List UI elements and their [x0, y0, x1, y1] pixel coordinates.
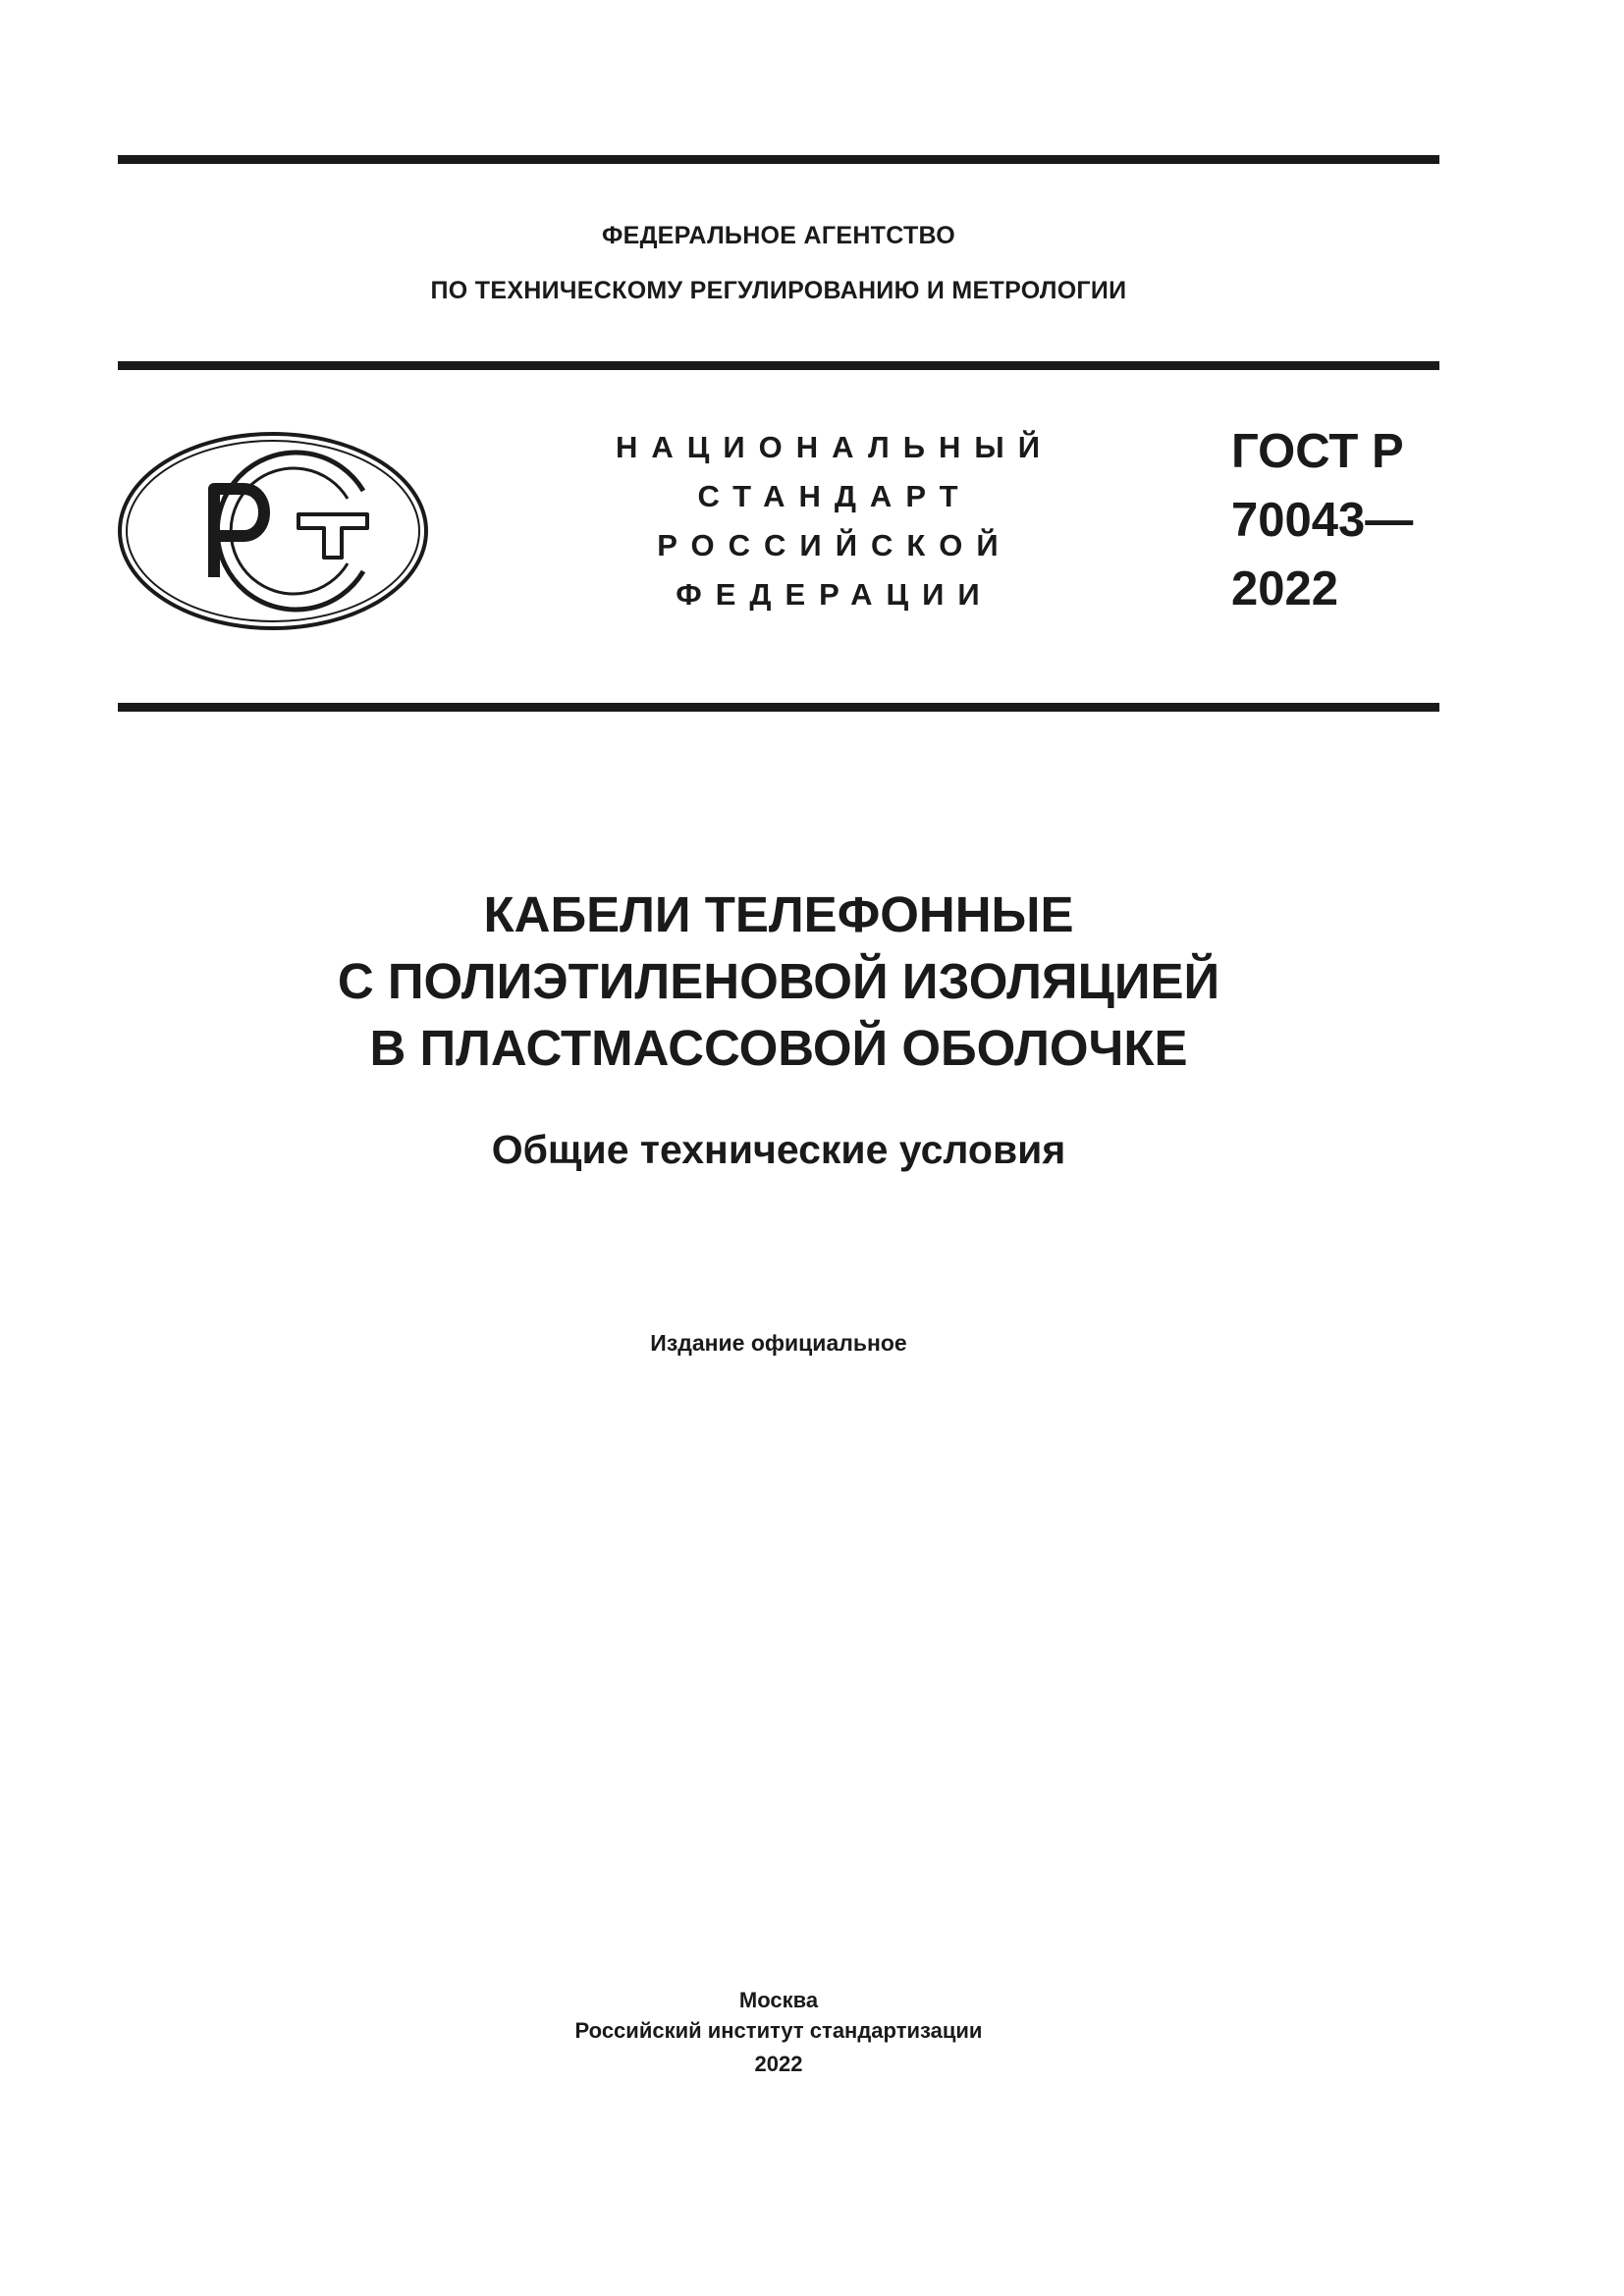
imprint-year: 2022 — [754, 2052, 803, 2076]
standard-type-line-3: РОССИЙСКОЙ — [657, 528, 1012, 562]
designation-line-3: 2022 — [1231, 562, 1339, 615]
document-title-line-1: КАБЕЛИ ТЕЛЕФОННЫЕ — [483, 886, 1074, 942]
header-divider-rule — [118, 361, 1439, 370]
agency-name-line-2: ПО ТЕХНИЧЕСКОМУ РЕГУЛИРОВАНИЮ И МЕТРОЛОГИИ — [430, 277, 1127, 304]
document-title-line-2: С ПОЛИЭТИЛЕНОВОЙ ИЗОЛЯЦИЕЙ — [337, 953, 1220, 1009]
imprint-city: Москва — [738, 1988, 819, 2012]
designation-line-1: ГОСТ Р — [1231, 425, 1404, 478]
agency-name-line-1: ФЕДЕРАЛЬНОЕ АГЕНТСТВО — [601, 222, 956, 249]
standard-type-line-1: НАЦИОНАЛЬНЫЙ — [615, 430, 1055, 464]
standard-type-line-2: СТАНДАРТ — [697, 479, 972, 513]
top-rule — [118, 155, 1439, 164]
edition-note: Издание официальное — [650, 1330, 907, 1356]
standard-type-line-4: ФЕДЕРАЦИИ — [676, 577, 994, 612]
bottom-header-rule — [118, 703, 1439, 712]
document-subtitle: Общие технические условия — [491, 1127, 1066, 1172]
imprint-publisher: Российский институт стандартизации — [574, 2018, 983, 2043]
rst-certification-mark-icon — [116, 430, 430, 632]
document-title-line-3: В ПЛАСТМАССОВОЙ ОБОЛОЧКЕ — [369, 1020, 1188, 1076]
designation-line-2: 70043— — [1231, 494, 1414, 547]
